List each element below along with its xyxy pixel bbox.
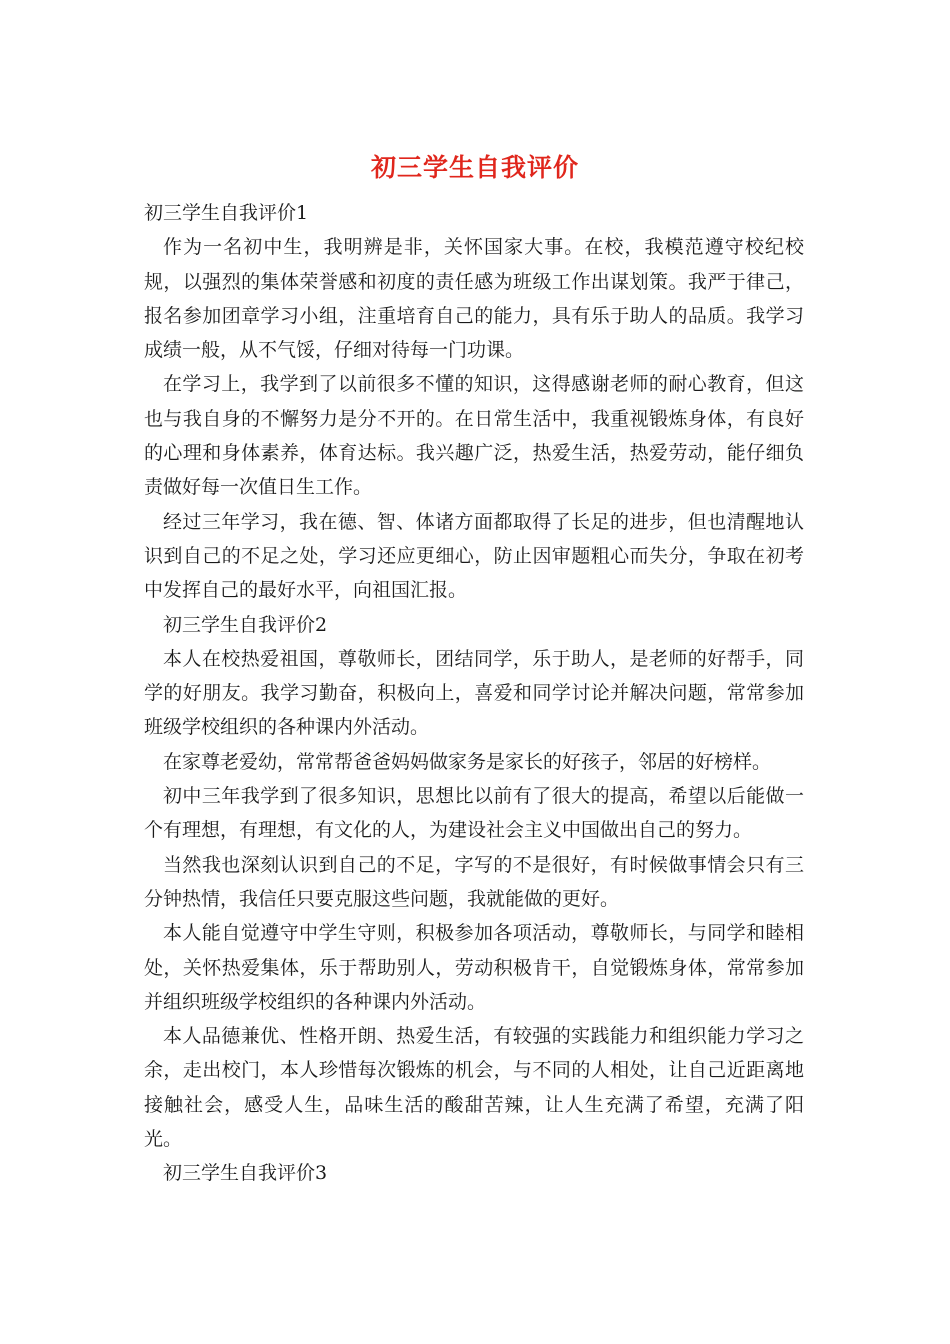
paragraph: 作为一名初中生，我明辨是非，关怀国家大事。在校，我模范遵守校纪校规，以强烈的集体荣誉感和初度的责任感为班级工作出谋划策。我严于律己，报名参加团章学习小组，注重培育自己的能力，具有乐于助人的品质。我学习成绩一般，从不气馁，仔细对待每一门功课。 xyxy=(144,236,804,362)
paragraph: 本人能自觉遵守中学生守则，积极参加各项活动，尊敬师长，与同学和睦相处，关怀热爱集体，乐于帮助别人，劳动积极肯干，自觉锻炼身体，常常参加并组织班级学校组织的各种课内外活动。 xyxy=(144,922,804,1013)
paragraph: 本人品德兼优、性格开朗、热爱生活，有较强的实践能力和组织能力学习之余，走出校门，本人珍惜每次锻炼的机会，与不同的人相处，让自己近距离地接触社会，感受人生，品味生活的酸甜苦辣，让人生充满了希望，充满了阳光。 xyxy=(144,1025,804,1151)
section-heading-3: 初三学生自我评价3 xyxy=(163,1162,328,1185)
paragraph: 在家尊老爱幼，常常帮爸爸妈妈做家务是家长的好孩子，邻居的好榜样。 xyxy=(163,750,772,773)
paragraph: 在学习上，我学到了以前很多不懂的知识，这得感谢老师的耐心教育，但这也与我自身的不懈努力是分不开的。在日常生活中，我重视锻炼身体，有良好的心理和身体素养，体育达标。我兴趣广泛，热爱生活，热爱劳动，能仔细负责做好每一次值日生工作。 xyxy=(144,373,804,499)
paragraph: 当然我也深刻认识到自己的不足，字写的不是很好，有时候做事情会只有三分钟热情，我信任只要克服这些问题，我就能做的更好。 xyxy=(144,853,804,910)
document-body xyxy=(144,196,804,1191)
paragraph: 本人在校热爱祖国，尊敬师长，团结同学，乐于助人，是老师的好帮手，同学的好朋友。我学习勤奋，积极向上，喜爱和同学讨论并解决问题，常常参加班级学校组织的各种课内外活动。 xyxy=(144,647,804,739)
document-title: 初三学生自我评价 xyxy=(370,153,579,182)
paragraph: 初中三年我学到了很多知识，思想比以前有了很大的提高，希望以后能做一个有理想，有理想，有文化的人，为建设社会主义中国做出自己的努力。 xyxy=(144,785,804,842)
paragraph: 经过三年学习，我在德、智、体诸方面都取得了长足的进步，但也清醒地认识到自己的不足之处，学习还应更细心，防止因审题粗心而失分，争取在初考中发挥自己的最好水平，向祖国汇报。 xyxy=(144,510,804,602)
section-heading-2: 初三学生自我评价2 xyxy=(163,613,328,636)
section-heading-1: 初三学生自我评价1 xyxy=(144,202,309,224)
